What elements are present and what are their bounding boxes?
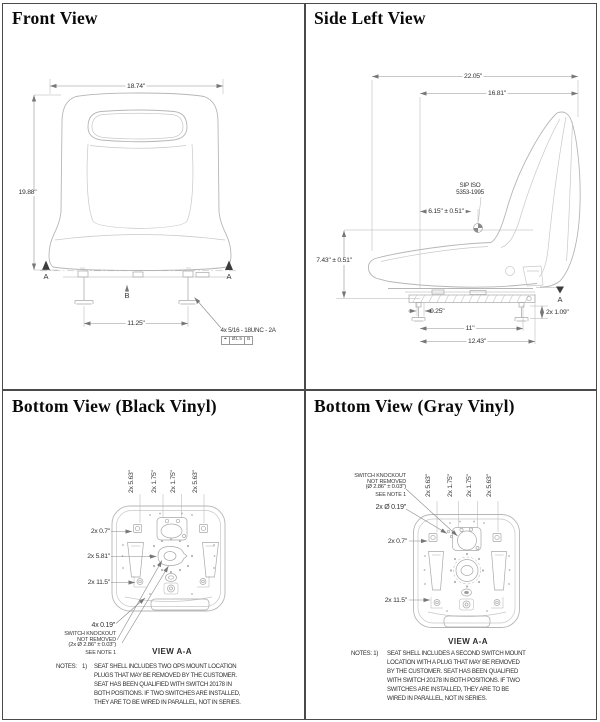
horizontal-divider [2, 389, 596, 391]
black-note-line: THEY ARE TO BE WIRED IN PARALLEL, NOT IN SERIES. [94, 699, 241, 707]
black-knockout-line4: SEE NOTE 1 [85, 649, 116, 656]
black-top-dim-1: 2x 5.63" [128, 470, 136, 493]
gray-note-line: WIRED IN PARALLEL, NOT IN SERIES. [386, 694, 487, 702]
gray-knockout-line3: (Ø 2.86" ± 0.03") [365, 484, 406, 490]
sip-label-line1: SIP ISO [459, 181, 481, 189]
black-top-dim-3: 2x 1.75" [169, 470, 177, 493]
sheet-border [2, 3, 597, 720]
gray-small-holes-dim: 2x Ø 0.19" [375, 503, 406, 511]
gray-top-dim-4: 2x 5.63" [486, 474, 494, 497]
black-notes-text [94, 663, 241, 709]
gray-view-label: VIEW A-A [448, 636, 488, 646]
black-note-line: BOTH POSITIONS. IF TWO SWITCHES ARE INSTALLED, [94, 689, 241, 697]
black-center-dim: 2x 5.81" [87, 553, 110, 560]
black-view-label: VIEW A-A [152, 647, 192, 656]
sip-setback-dim: 6.15" ± 0.51" [428, 207, 464, 215]
gdt-tolerance: Ø1.5 [230, 337, 245, 344]
thread-callout: 4x 5/16 - 18UNC - 2A [220, 326, 276, 334]
gdt-datum: B [247, 336, 251, 342]
section-a-marker: A [557, 294, 563, 304]
front-offset-dim: 0.25" [430, 307, 445, 315]
black-note-number: 1) [81, 662, 87, 670]
gdt-frame [221, 336, 253, 345]
black-knockout-line3: (2x Ø 2.86" ± 0.03") [68, 642, 116, 648]
black-small-holes-dim: 4x 0.19" [91, 621, 115, 629]
gray-note-line: WITH SWITCH 20178 IN BOTH POSITIONS. IF TWO [386, 676, 520, 684]
gray-top-dim-3: 2x 1.75" [465, 474, 473, 497]
black-top-dim-2: 2x 1.75" [151, 470, 159, 493]
side-view-title: Side Left View [314, 8, 426, 28]
black-knockout-line1: SWITCH KNOCKOUT [64, 630, 116, 637]
datum-b-label: B [124, 291, 130, 300]
sip-label-line2: 5353-1995 [456, 188, 484, 196]
gray-side-holes-dim: 2x 0.7" [387, 537, 407, 545]
gray-knockout-line2: NOT REMOVED [367, 478, 406, 485]
gdt-position-symbol: ⌖ [222, 337, 230, 344]
gray-notes-text [387, 650, 526, 704]
gray-top-dim-2: 2x 1.75" [446, 474, 454, 497]
stud-length-dim: 2x 1.09" [546, 308, 569, 316]
overall-depth-dim: 22.05" [464, 73, 482, 80]
black-side-holes-dim: 2x 0.7" [90, 527, 110, 535]
front-height-dim: 19.88" [18, 188, 37, 196]
gray-top-dim-1: 2x 5.63" [425, 474, 433, 497]
black-notes-label: NOTES: [56, 662, 77, 670]
gray-notes-label: NOTES: 1) [351, 649, 379, 657]
gray-knockout-line1: SWITCH KNOCKOUT [354, 472, 406, 479]
upper-depth-dim: 16.81" [488, 90, 506, 97]
bottom-black-title: Bottom View (Black Vinyl) [12, 396, 217, 416]
front-view-title: Front View [12, 8, 98, 28]
black-knockout-line2: NOT REMOVED [77, 636, 116, 643]
front-width-dim: 18.74" [127, 82, 145, 90]
gray-note-line: LOCATION WITH A PLUG THAT MAY BE REMOVED [386, 658, 520, 666]
black-note-line: SEAT SHELL INCLUDES TWO OPS MOUNT LOCATION [94, 662, 237, 670]
black-note-line: PLUGS THAT MAY BE REMOVED BY THE CUSTOMER. [94, 671, 237, 679]
black-note-line: SEAT HAS BEEN QUALIFIED WITH SWITCH 20178 IN [94, 680, 232, 688]
gray-knockout-line4: SEE NOTE 1 [375, 491, 406, 498]
bottom-gray-title: Bottom View (Gray Vinyl) [314, 396, 515, 416]
gray-note-line: BY THE CUSTOMER. SEAT HAS BEEN QUALIFIED [386, 667, 518, 675]
section-a-left: A [43, 271, 49, 281]
rail-length-dim: 12.43" [468, 338, 486, 345]
black-lower-dim: 2x 11.5" [87, 579, 110, 586]
vertical-divider [304, 3, 306, 719]
gray-note-line: SWITCHES ARE INSTALLED, THEY ARE TO BE [386, 685, 509, 693]
sip-height-dim: 7.43" ± 0.51" [316, 257, 352, 264]
black-top-dim-4: 2x 5.63" [192, 470, 200, 493]
section-a-right: A [226, 271, 232, 281]
front-stud-spacing-dim: 11.25" [127, 320, 145, 327]
gray-note-line: SEAT SHELL INCLUDES A SECOND SWITCH MOUNT [386, 649, 526, 657]
side-stud-spacing-dim: 11" [465, 325, 475, 332]
gray-lower-dim: 2x 11.5" [384, 596, 407, 604]
